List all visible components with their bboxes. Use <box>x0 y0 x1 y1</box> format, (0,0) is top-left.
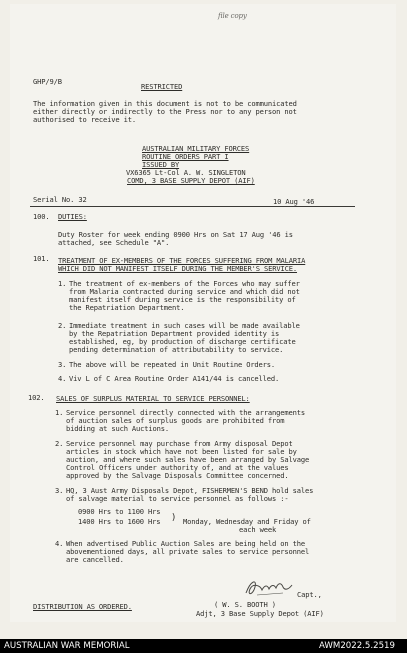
serial-number: Serial No. 32 <box>33 195 87 204</box>
item-line: The treatment of ex-members of the Forces who may suffer <box>69 279 300 288</box>
item-line: Service personnel directly connected with the arrangements <box>66 408 306 417</box>
item-number: 2. <box>58 321 67 330</box>
caveat-line: The information given in this document is not to be communicated <box>33 99 297 108</box>
order-title: DUTIES: <box>58 212 87 221</box>
accession-number: AWM2022.5.2519 <box>319 641 395 651</box>
item-line: abovementioned days, all private sales to service personnel <box>66 547 310 556</box>
order-text-line: Duty Roster for week ending 0900 Hrs on Sat 17 Aug '46 is <box>58 230 293 239</box>
item-line: HQ, 3 Aust Army Disposals Depot, FISHERMEN'S BEND hold sales <box>66 486 314 495</box>
item-line: The above will be repeated in Unit Routine Orders. <box>69 360 276 369</box>
order-title-line: TREATMENT OF EX-MEMBERS OF THE FORCES SUFFERING FROM MALARIA <box>58 256 306 265</box>
order-date: 10 Aug '46 <box>273 197 315 206</box>
item-line: by the Repatriation Department provided identity is <box>69 329 280 338</box>
caveat-line: either directly or indirectly to the Press nor to any person not <box>33 107 297 116</box>
header-line: ISSUED BY <box>142 160 180 169</box>
item-line: are cancelled. <box>66 555 124 564</box>
order-text-line: attached, see Schedule "A". <box>58 238 170 247</box>
item-line: manifest itself during service is the responsibility of <box>69 295 296 304</box>
order-number: 100. <box>33 212 50 221</box>
item-line: of salvage material to service personnel as follows :- <box>66 494 289 503</box>
caveat-line: authorised to receive it. <box>33 115 137 124</box>
schedule-time: 1400 Hrs to 1600 Hrs <box>78 517 161 526</box>
item-number: 4. <box>55 539 64 548</box>
item-number: 1. <box>58 279 67 288</box>
item-line: approved by the Salvage Disposals Committee concerned. <box>66 471 289 480</box>
schedule-days: Monday, Wednesday and Friday of <box>183 517 311 526</box>
archive-name: AUSTRALIAN WAR MEMORIAL <box>4 641 130 651</box>
signatory-appointment: Adjt, 3 Base Supply Depot (AIF) <box>196 609 324 618</box>
signatory-name: ( W. S. BOOTH ) <box>214 600 276 609</box>
item-line: auction, and where such sales have been arranged by Salvage <box>66 455 310 464</box>
handwritten-note: file copy <box>218 12 247 20</box>
item-number: 3. <box>58 360 67 369</box>
item-line: Control Officers under authority of, and at the values <box>66 463 289 472</box>
document-page <box>10 4 396 622</box>
schedule-brace: ) <box>171 513 177 523</box>
item-line: Service personnel may purchase from Army disposal Depot <box>66 439 293 448</box>
classification-heading: RESTRICTED <box>141 82 183 91</box>
item-number: 2. <box>55 439 64 448</box>
item-line: articles in stock which have not been listed for sale by <box>66 447 297 456</box>
order-title-line: WHICH DID NOT MANIFEST ITSELF DURING THE MEMBER'S SERVICE. <box>58 264 298 273</box>
item-line: When advertised Public Auction Sales are being held on the <box>66 539 306 548</box>
file-reference: GHP/9/B <box>33 77 62 86</box>
distribution-note: DISTRIBUTION AS ORDERED. <box>33 602 132 611</box>
item-number: 3. <box>55 486 64 495</box>
header-line: AUSTRALIAN MILITARY FORCES <box>142 144 250 153</box>
item-number: 1. <box>55 408 64 417</box>
serial-rule <box>30 206 355 207</box>
signatory-rank: Capt., <box>297 590 322 599</box>
item-line: of auction sales of surplus goods are prohibited from <box>66 416 285 425</box>
schedule-days: each week <box>239 525 277 534</box>
order-title: SALES OF SURPLUS MATERIAL TO SERVICE PERSONNEL: <box>56 394 250 403</box>
item-number: 4. <box>58 374 67 383</box>
schedule-time: 0900 Hrs to 1100 Hrs <box>78 507 161 516</box>
item-line: the Repatriation Department. <box>69 303 185 312</box>
item-line: Immediate treatment in such cases will be made available <box>69 321 300 330</box>
item-line: Viv L of C Area Routine Order A141/44 is cancelled. <box>69 374 280 383</box>
item-line: from Malaria contracted during service and which did not <box>69 287 300 296</box>
handwritten-signature <box>243 577 295 599</box>
item-line: established, eg, by production of discharge certificate <box>69 337 296 346</box>
archive-footer <box>0 639 407 653</box>
order-number: 101. <box>33 254 50 263</box>
item-line: bidding at such Auctions. <box>66 424 170 433</box>
item-line: pending determination of attributability to service. <box>69 345 284 354</box>
header-line: VX6365 Lt-Col A. W. SINGLETON <box>126 168 246 177</box>
order-number: 102. <box>28 393 45 402</box>
header-line: COMD, 3 BASE SUPPLY DEPOT (AIF) <box>127 176 255 185</box>
header-line: ROUTINE ORDERS PART I <box>142 152 229 161</box>
